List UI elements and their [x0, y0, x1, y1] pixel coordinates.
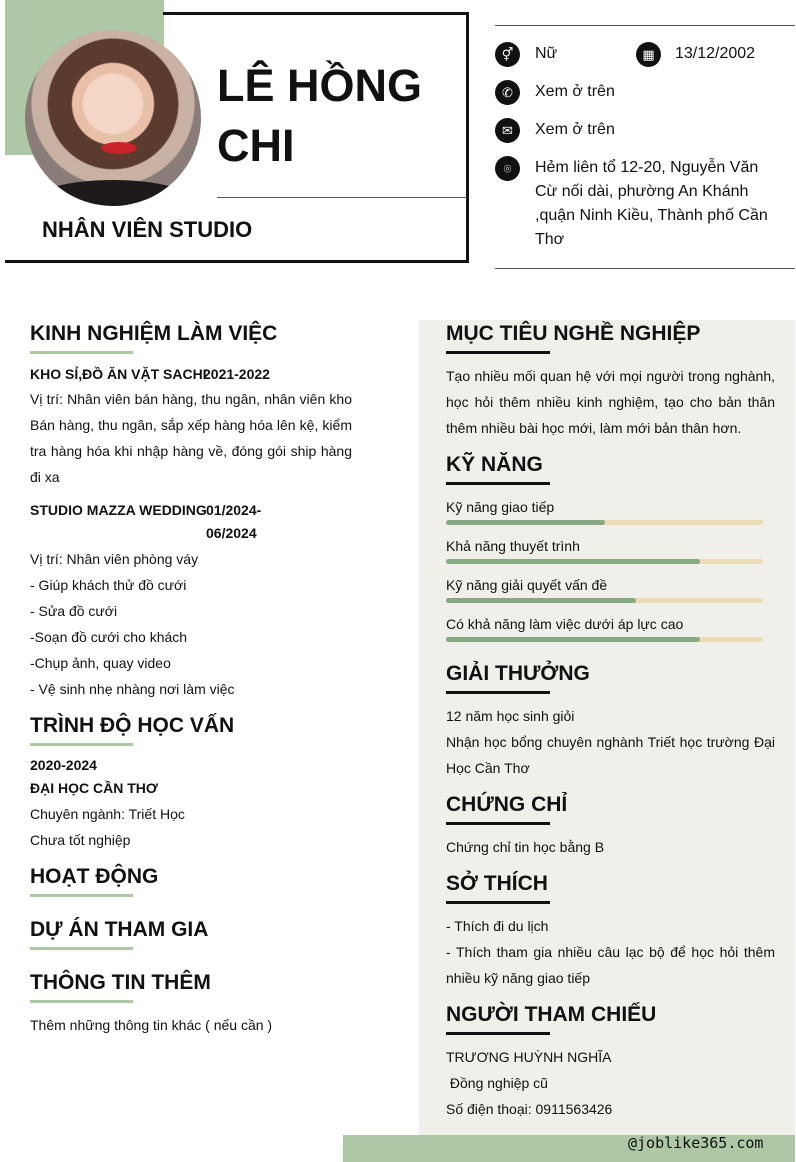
job1-period: 2021-2022: [203, 366, 270, 382]
reference-relation: Đồng nghiệp cũ: [446, 1075, 548, 1091]
candidate-name: [217, 56, 457, 176]
job2-line: -Soạn đồ cưới cho khách: [30, 629, 188, 645]
phone-text: Xem ở trên: [535, 83, 615, 100]
more-info-text: Thêm những thông tin khác ( nếu cần ): [30, 1017, 273, 1033]
skills-title: KỸ NĂNG: [446, 453, 543, 476]
address-text: Hẻm liên tổ 12-20, Nguyễn Văn Cừ nối dài, phường An Khánh ,quận Ninh Kiều, Thành phố Cần Thơ: [535, 159, 768, 248]
name-line-2: CHI: [217, 120, 295, 171]
job2-period-start: 01/2024-: [206, 502, 262, 518]
name-divider: [217, 197, 467, 198]
objective-title-underline: [446, 351, 550, 354]
certificates-title-underline: [446, 822, 550, 825]
name-line-1: LÊ HỒNG: [217, 60, 423, 111]
gender-icon: ⚥: [495, 42, 520, 67]
header-frame-top: [163, 12, 469, 15]
avatar: [25, 30, 201, 206]
award-line: Nhận học bổng chuyên nghành Triết học trường Đại Học Cần Thơ: [446, 734, 775, 776]
certificate-line: Chứng chỉ tin học bằng B: [446, 839, 605, 855]
hobbies-title: SỞ THÍCH: [446, 872, 548, 895]
calendar-icon: ▦: [636, 42, 661, 67]
job1-company: KHO SỈ,ĐỒ ĂN VẶT SACHI: [30, 366, 207, 382]
job1-details: Vị trí: Nhân viên bán hàng, thu ngân, nhân viên kho Bán hàng, thu ngân, sắp xếp hàng hóa lên kệ, kiểm tra hàng hóa khi nhập hàng về, đóng gói ship hàng đi xa: [30, 391, 352, 485]
skills-title-underline: [446, 482, 550, 485]
education-period: 2020-2024: [30, 757, 97, 773]
avatar-shirt: [35, 180, 191, 206]
mail-icon: ✉: [495, 118, 520, 143]
location-pin-icon: ⌾: [495, 156, 520, 181]
awards-title-underline: [446, 691, 550, 694]
experience-title-underline: [30, 351, 133, 354]
skill-bar: [446, 637, 763, 642]
job2-line: - Vệ sinh nhẹ nhàng nơi làm việc: [30, 681, 235, 697]
skill-bar-fill: [446, 520, 605, 525]
job2-company: STUDIO MAZZA WEDDING: [30, 502, 207, 518]
hobbies-title-underline: [446, 901, 550, 904]
education-school: ĐẠI HỌC CẦN THƠ: [30, 780, 158, 796]
reference-name: TRƯƠNG HUỲNH NGHĨA: [446, 1049, 612, 1065]
footer-watermark: @joblike365.com: [628, 1134, 764, 1152]
skill-bar: [446, 520, 763, 525]
job2-period-end: 06/2024: [206, 525, 257, 541]
header-frame-right: [466, 12, 469, 263]
contact-top-divider: [495, 25, 795, 26]
skill-bar-fill: [446, 637, 700, 642]
education-status: Chưa tốt nghiệp: [30, 832, 131, 848]
projects-title: DỰ ÁN THAM GIA: [30, 918, 209, 941]
skill-label: Kỹ năng giao tiếp: [446, 499, 555, 515]
references-title-underline: [446, 1032, 550, 1035]
birthday-text: 13/12/2002: [675, 45, 756, 62]
skill-bar: [446, 598, 763, 603]
skill-label: Có khả năng làm việc dưới áp lực cao: [446, 616, 684, 632]
education-title: TRÌNH ĐỘ HỌC VẤN: [30, 714, 235, 737]
skill-bar: [446, 559, 763, 564]
objective-title: MỤC TIÊU NGHỀ NGHIỆP: [446, 322, 701, 345]
skill-bar-fill: [446, 559, 700, 564]
job2-line: -Chụp ảnh, quay video: [30, 655, 171, 671]
award-line: 12 năm học sinh giỏi: [446, 708, 575, 724]
job-title: NHÂN VIÊN STUDIO: [42, 217, 253, 242]
education-major: Chuyên ngành: Triết Học: [30, 806, 185, 822]
activities-title: HOẠT ĐỘNG: [30, 865, 159, 888]
education-title-underline: [30, 743, 133, 746]
job2-line: - Giúp khách thử đồ cưới: [30, 577, 187, 593]
avatar-lips: [101, 142, 137, 154]
certificates-title: CHỨNG CHỈ: [446, 793, 568, 816]
job2-line: Vị trí: Nhân viên phòng váy: [30, 551, 199, 567]
skill-bar-fill: [446, 598, 636, 603]
gender-text: Nữ: [535, 45, 558, 62]
contact-bottom-divider: [495, 268, 795, 269]
more-info-title: THÔNG TIN THÊM: [30, 971, 211, 994]
hobby-line: - Thích đi du lịch: [446, 918, 549, 934]
skill-label: Khả năng thuyết trình: [446, 538, 580, 554]
phone-icon: ✆: [495, 80, 520, 105]
references-title: NGƯỜI THAM CHIẾU: [446, 1003, 657, 1026]
more-info-title-underline: [30, 1000, 133, 1003]
experience-title: KINH NGHIỆM LÀM VIỆC: [30, 322, 278, 345]
email-text: Xem ở trên: [535, 121, 615, 138]
header-frame-bottom: [5, 260, 469, 263]
activities-title-underline: [30, 894, 133, 897]
objective-text: Tạo nhiều mối quan hệ với mọi người trong nghành, học hỏi thêm nhiều kinh nghiệm, tạo cho bản thân thêm nhiều bài học mới, làm mới bản thân hơn.: [446, 368, 775, 436]
skill-label: Kỹ năng giải quyết vấn đề: [446, 577, 608, 593]
reference-phone: Số điện thoại: 0911563426: [446, 1101, 613, 1117]
job2-line: - Sửa đồ cưới: [30, 603, 118, 619]
awards-title: GIẢI THƯỞNG: [446, 662, 590, 685]
hobby-line: - Thích tham gia nhiều câu lạc bộ để học hỏi thêm nhiều kỹ năng giao tiếp: [446, 944, 775, 986]
projects-title-underline: [30, 947, 133, 950]
